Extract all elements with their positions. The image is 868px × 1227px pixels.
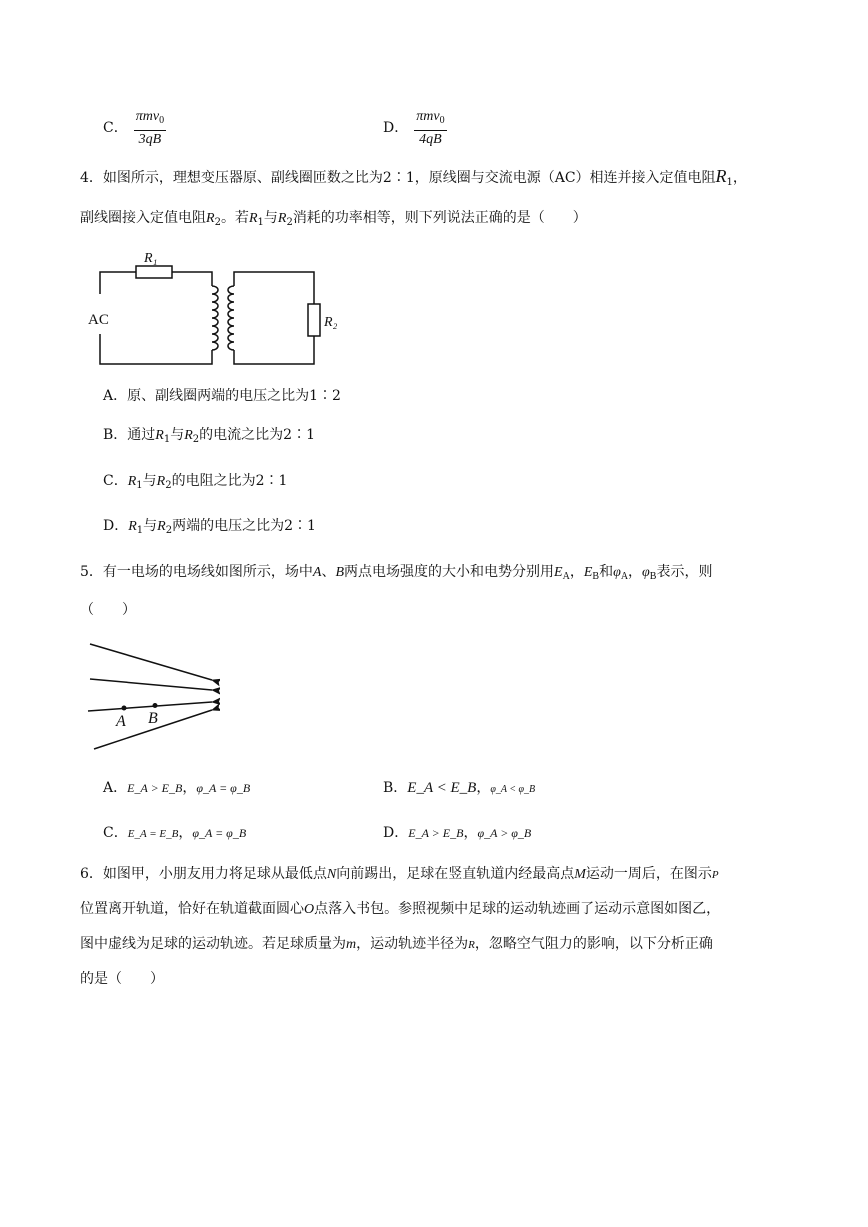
q5-option-a[interactable]: A．E_A > E_B，φ_A = φ_B — [103, 780, 251, 796]
q6-stem-line2: 位置离开轨道，恰好在轨道截面圆心O点落入书包。参照视频中足球的运动轨迹画了运动示意图如图乙， — [80, 901, 721, 917]
q4-option-a[interactable]: A．原、副线圈两端的电压之比为1∶2 — [103, 388, 341, 404]
q5-stem-line1: 5．有一电场的电场线如图所示，场中A、B两点电场强度的大小和电势分别用$E_A$，$E_B$和$\varphi_A$，$\varphi_B$表示，则 — [80, 564, 713, 582]
q6-stem-line1: 6．如图甲，小朋友用力将足球从最低点N向前踢出，足球在竖直轨道内经最高点M运动一周后，在图示P — [80, 866, 719, 882]
q5-stem-line2: （ ） — [80, 602, 136, 618]
label-ac: AC — [88, 312, 109, 328]
secondary-circuit — [234, 272, 314, 364]
q4-stem-line2: 副线圈接入定值电阻$R_2$。若$R_1$与$R_2$消耗的功率相等，则下列说法正确的是（ ） — [80, 210, 587, 228]
fraction: $\frac{\pi mv_0}{3qB}$ — [135, 108, 165, 147]
q6-stem-line3: 图中虚线为足球的运动轨迹。若足球质量为m，运动轨迹半径为R，忽略空气阻力的影响，以下分析正确 — [80, 936, 713, 952]
label-r1: R₁ — [144, 251, 158, 266]
q3-option-c[interactable] — [103, 108, 166, 148]
option-label: C． — [103, 120, 128, 136]
q5-option-d[interactable]: D．E_A > E_B，φ_A > φ_B — [383, 825, 532, 841]
fraction: $\frac{\pi mv_0}{4qB}$ — [416, 108, 445, 147]
q6-stem-line4: 的是（ ） — [80, 971, 164, 987]
point-b-dot — [153, 703, 158, 708]
q4-stem-line1: 4．如图所示，理想变压器原、副线圈匝数之比为2∶1，原线圈与交流电源（AC）相连并接入定值电阻$R_1$， — [80, 166, 747, 188]
q4-option-b[interactable]: B．通过$R_1$与$R_2$的电流之比为2∶1 — [103, 427, 315, 445]
option-label: D． — [383, 120, 409, 136]
primary-coil — [212, 286, 218, 350]
q3-option-d[interactable] — [383, 108, 447, 148]
resistor-r1 — [136, 266, 172, 278]
q5-option-c[interactable]: C．E_A = E_B，φ_A = φ_B — [103, 825, 247, 841]
field-line-2 — [90, 679, 212, 690]
q5-option-b[interactable]: B．E_A < E_B，φ_A < φ_B — [383, 780, 536, 796]
q4-option-d[interactable]: D．$R_1$与$R_2$两端的电压之比为2∶1 — [103, 518, 316, 536]
label-r2: R₂ — [324, 315, 338, 330]
transformer-circuit-diagram — [88, 248, 348, 372]
label-point-b: B — [148, 710, 158, 727]
secondary-coil — [228, 286, 234, 350]
point-a-dot — [122, 706, 127, 711]
resistor-r2 — [308, 304, 320, 336]
label-point-a: A — [116, 713, 126, 730]
q4-option-c[interactable]: C．$R_1$与$R_2$的电阻之比为2∶1 — [103, 473, 288, 491]
field-line-1 — [90, 644, 212, 680]
electric-field-lines-diagram — [80, 632, 220, 757]
primary-circuit — [100, 272, 212, 364]
